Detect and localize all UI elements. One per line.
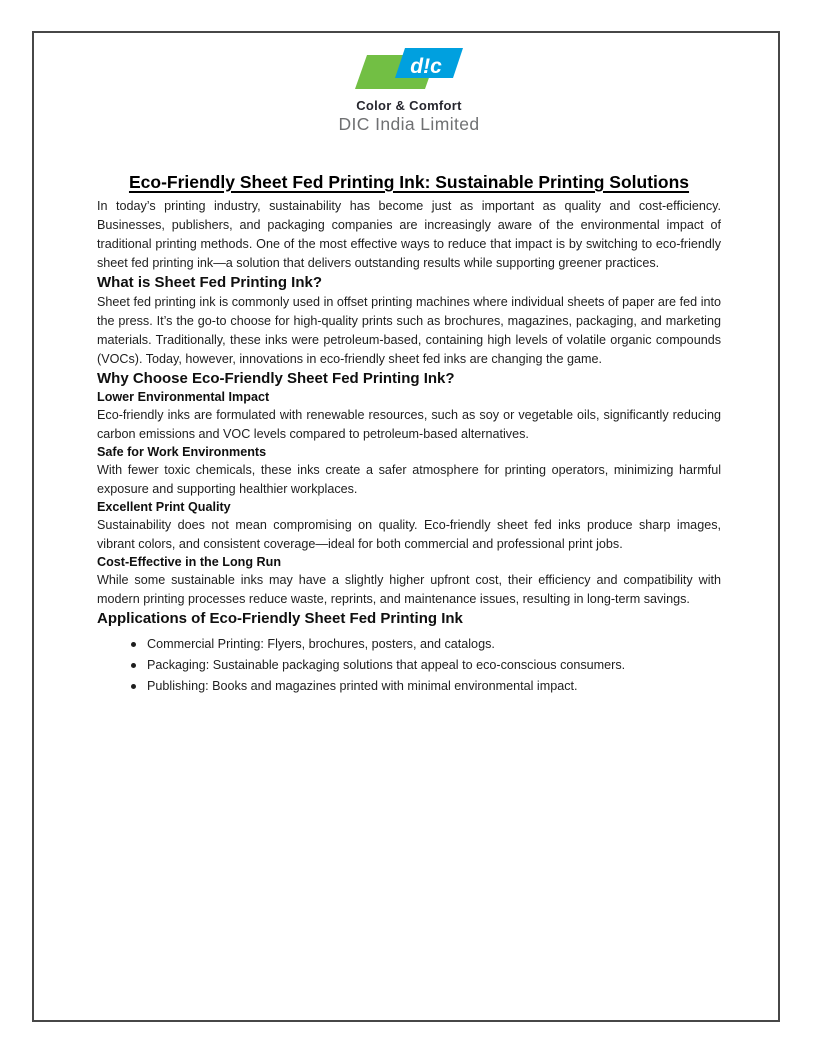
bullet-icon: [131, 663, 136, 668]
subheading-lower-environmental-impact: Lower Environmental Impact: [97, 390, 270, 404]
bullet-icon: [131, 642, 136, 647]
list-item-text: Packaging: Sustainable packaging solutions that appeal to eco-conscious consumers.: [147, 658, 626, 672]
company-logo: [97, 45, 721, 135]
applications-list: [97, 634, 721, 697]
document-title: Eco-Friendly Sheet Fed Printing Ink: Sustainable Printing Solutions: [128, 172, 690, 192]
subheading-safe-for-work: Safe for Work Environments: [97, 445, 267, 459]
subheading-cost-effective: Cost-Effective in the Long Run: [97, 555, 282, 569]
list-item-packaging: [131, 655, 721, 676]
list-item-commercial-printing: [131, 634, 721, 655]
page-content: [97, 43, 721, 697]
safe-for-work-paragraph: With fewer toxic chemicals, these inks create a safer atmosphere for printing operators, minimizing harmful exposure and supporting healthier workplaces.: [97, 463, 721, 496]
logo-mark-text: d!c: [410, 55, 442, 78]
lower-environmental-impact-paragraph: Eco-friendly inks are formulated with renewable resources, such as soy or vegetable oils, significantly reducing carbon emissions and VOC levels compared to petroleum-based alternatives.: [97, 408, 721, 441]
intro-paragraph: In today’s printing industry, sustainability has become just as important as quality and cost-efficiency. Businesses, publishers, and packaging companies are increasingly aware of the environmental impact of traditional printing methods. One of the most effective ways to reduce that impact is by switching to eco-friendly sheet fed printing ink—a solution that delivers outstanding results while supporting greener practices.: [97, 199, 721, 270]
cost-effective-paragraph: While some sustainable inks may have a slightly higher upfront cost, their efficiency and compatibility with modern printing processes reduce waste, reprints, and maintenance issues, resulting in long-term savings.: [97, 573, 721, 606]
what-is-paragraph: Sheet fed printing ink is commonly used in offset printing machines where individual sheets of paper are fed into the press. It’s the go-to choose for high-quality prints such as brochures, magazines, packaging, and marketing materials. Traditionally, these inks were petroleum-based, containing high levels of volatile organic compounds (VOCs). Today, however, innovations in eco-friendly sheet fed inks are changing the game.: [97, 295, 721, 366]
list-item-text: Commercial Printing: Flyers, brochures, posters, and catalogs.: [147, 637, 495, 651]
section-heading-what-is: What is Sheet Fed Printing Ink?: [97, 274, 323, 291]
subheading-excellent-print-quality: Excellent Print Quality: [97, 500, 231, 514]
excellent-print-quality-paragraph: Sustainability does not mean compromising on quality. Eco-friendly sheet fed inks produce sharp images, vibrant colors, and consistent coverage—ideal for both commercial and professional print jobs.: [97, 518, 721, 551]
bullet-icon: [131, 684, 136, 689]
list-item-text: Publishing: Books and magazines printed with minimal environmental impact.: [147, 679, 578, 693]
logo-tagline: Color & Comfort: [356, 98, 462, 113]
section-heading-applications: Applications of Eco-Friendly Sheet Fed Printing Ink: [97, 610, 463, 627]
dic-logo-icon: [355, 45, 463, 92]
section-heading-why-choose: Why Choose Eco-Friendly Sheet Fed Printing Ink?: [97, 370, 455, 387]
logo-company-name: DIC India Limited: [338, 114, 480, 134]
list-item-publishing: [131, 676, 721, 697]
